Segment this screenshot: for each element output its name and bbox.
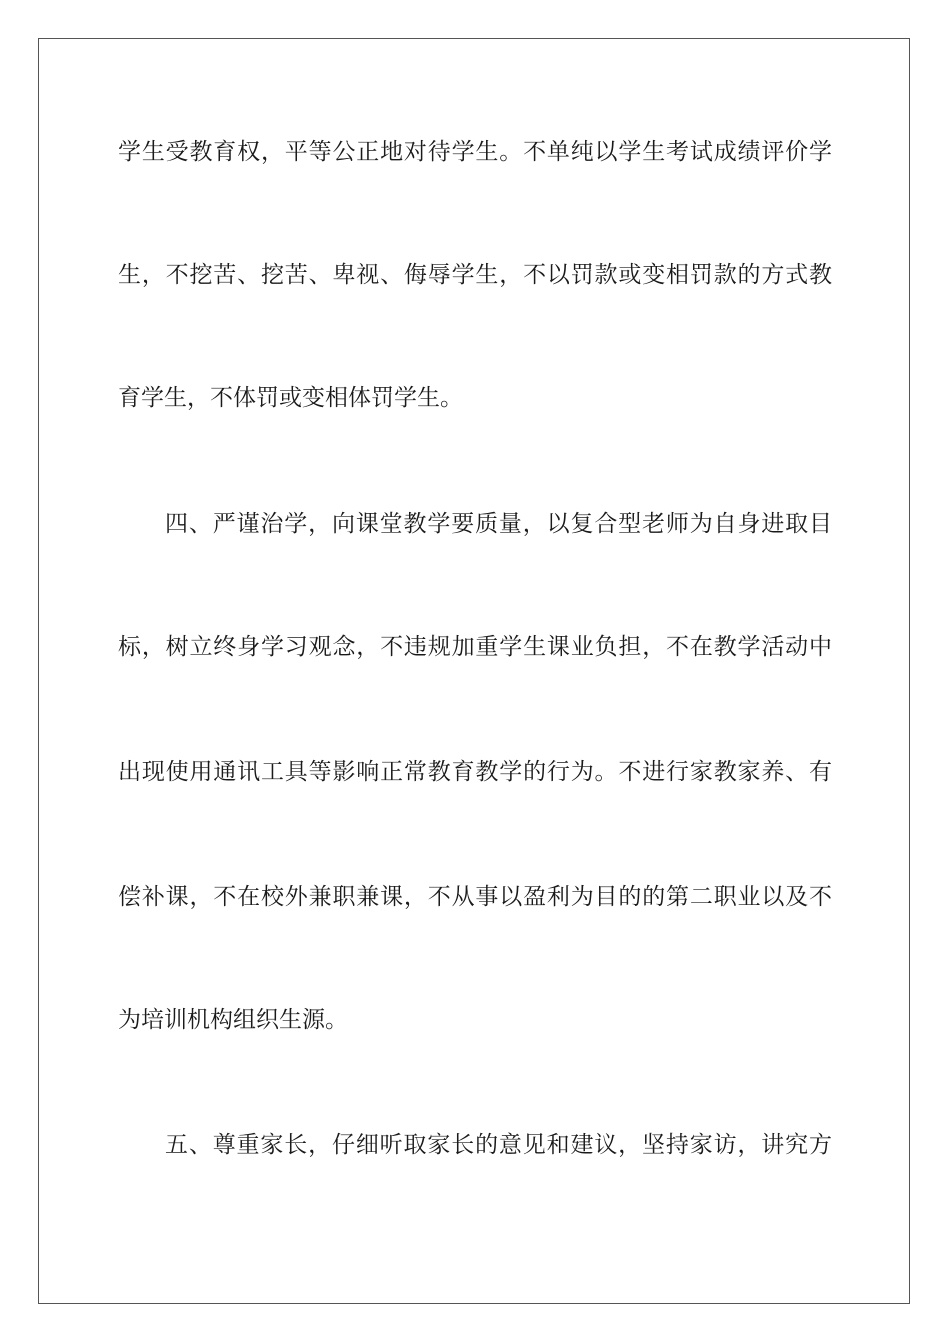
paragraph-line: 出现使用通讯工具等影响正常教育教学的行为。不进行家教家养、有 [118, 759, 832, 785]
paragraph-line: 生，不挖苦、挖苦、卑视、侮辱学生，不以罚款或变相罚款的方式教 [118, 262, 832, 288]
paragraph-line: 标，树立终身学习观念，不违规加重学生课业负担，不在教学活动中 [118, 634, 832, 660]
paragraph-line: 学生受教育权，平等公正地对待学生。不单纯以学生考试成绩评价学 [118, 139, 832, 165]
paragraph-line: 育学生，不体罚或变相体罚学生。 [118, 385, 463, 411]
page-border [38, 38, 910, 1304]
paragraph-line: 偿补课，不在校外兼职兼课，不从事以盈利为目的的第二职业以及不 [118, 884, 832, 910]
paragraph-line: 五、尊重家长，仔细听取家长的意见和建议，坚持家访，讲究方 [165, 1132, 832, 1158]
paragraph-line: 为培训机构组织生源。 [118, 1007, 348, 1033]
paragraph-line: 四、严谨治学，向课堂教学要质量，以复合型老师为自身进取目 [165, 511, 832, 537]
